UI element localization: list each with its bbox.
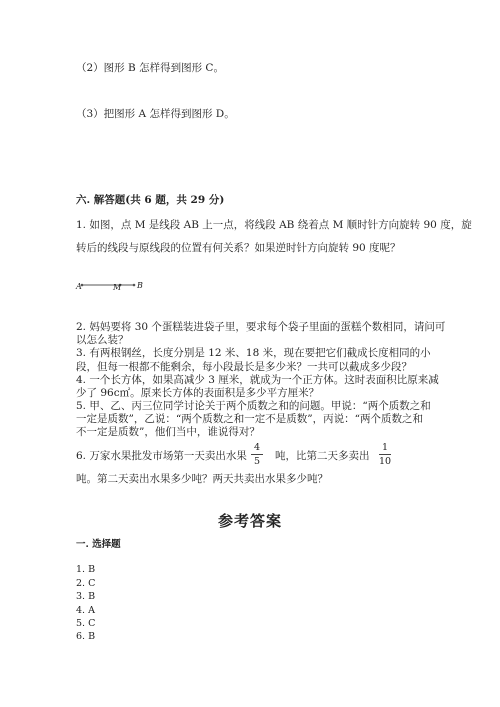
label-a: A: [76, 282, 82, 291]
fraction-numerator: 4: [253, 442, 261, 453]
question-2-part: （2）图形 B 怎样得到图形 C。: [76, 62, 224, 74]
question-6-part-2: 吨，比第二天多卖出: [275, 450, 370, 462]
question-4-line-1: 4. 一个长方体，如果高减少 3 厘米，就成为一个正方体。这时表面积比原来减: [76, 374, 439, 386]
fraction-denominator: 5: [253, 456, 261, 467]
answer-item: 2. C: [76, 578, 96, 589]
section-heading: 六. 解答题(共 6 题，共 29 分): [76, 194, 225, 206]
question-1-line-1: 1. 如图，点 M 是线段 AB 上一点，将线段 AB 绕着点 M 顺时针方向旋转 90 度，旋: [76, 219, 472, 231]
fraction-denominator: 10: [378, 456, 392, 467]
fraction-four-fifths: [250, 442, 264, 467]
answer-item: 3. B: [76, 591, 96, 602]
question-1-line-2: 转后的线段与原线段的位置有何关系？如果逆时针方向旋转 90 度呢？: [76, 242, 401, 254]
question-5-line-3: 不一定是质数”，他们当中，谁说得对？: [76, 426, 260, 438]
question-2-line-1: 2. 妈妈要将 30 个蛋糕装进袋子里，要求每个袋子里面的蛋糕个数相同，请问可: [76, 321, 446, 333]
label-b: B: [137, 281, 143, 290]
fraction-numerator: 1: [381, 442, 389, 453]
answer-item: 4. A: [76, 605, 95, 616]
answer-item: 1. B: [76, 564, 96, 575]
label-m: M: [113, 283, 122, 292]
answers-heading: 一. 选择题: [76, 539, 121, 550]
question-6-line-2: 吨。第二天卖出水果多少吨？两天共卖出水果多少吨？: [76, 473, 328, 485]
question-4-line-2: 少了 96c㎡。原来长方体的表面积是多少平方厘米？: [76, 387, 320, 399]
question-3-part: （3）把图形 A 怎样得到图形 D。: [76, 108, 235, 120]
answer-item: 5. C: [76, 618, 96, 629]
question-5-line-2: 一定是质数”，乙说：“两个质数之和一定不是质数”，丙说：“两个质数之和: [76, 413, 423, 425]
fraction-one-tenth: [378, 442, 392, 467]
answers-title: 参考答案: [217, 512, 282, 530]
question-3-line-2: 段，但每一根都不能剩余，每小段最长是多少米？一共可以截成多少段？: [76, 361, 412, 373]
question-3-line-1: 3. 有两根钢丝，长度分别是 12 米、18 米，现在要把它们截成长度相同的小: [76, 347, 431, 359]
question-6-part-1: 6. 万家水果批发市场第一天卖出水果: [76, 450, 247, 462]
answer-item: 6. B: [76, 631, 96, 642]
point-b: [133, 284, 136, 287]
question-5-line-1: 5. 甲、乙、丙三位同学讨论关于两个质数之和的问题。甲说：“两个质数之和: [76, 400, 431, 412]
question-2-line-2: 以怎么装？: [76, 334, 129, 346]
